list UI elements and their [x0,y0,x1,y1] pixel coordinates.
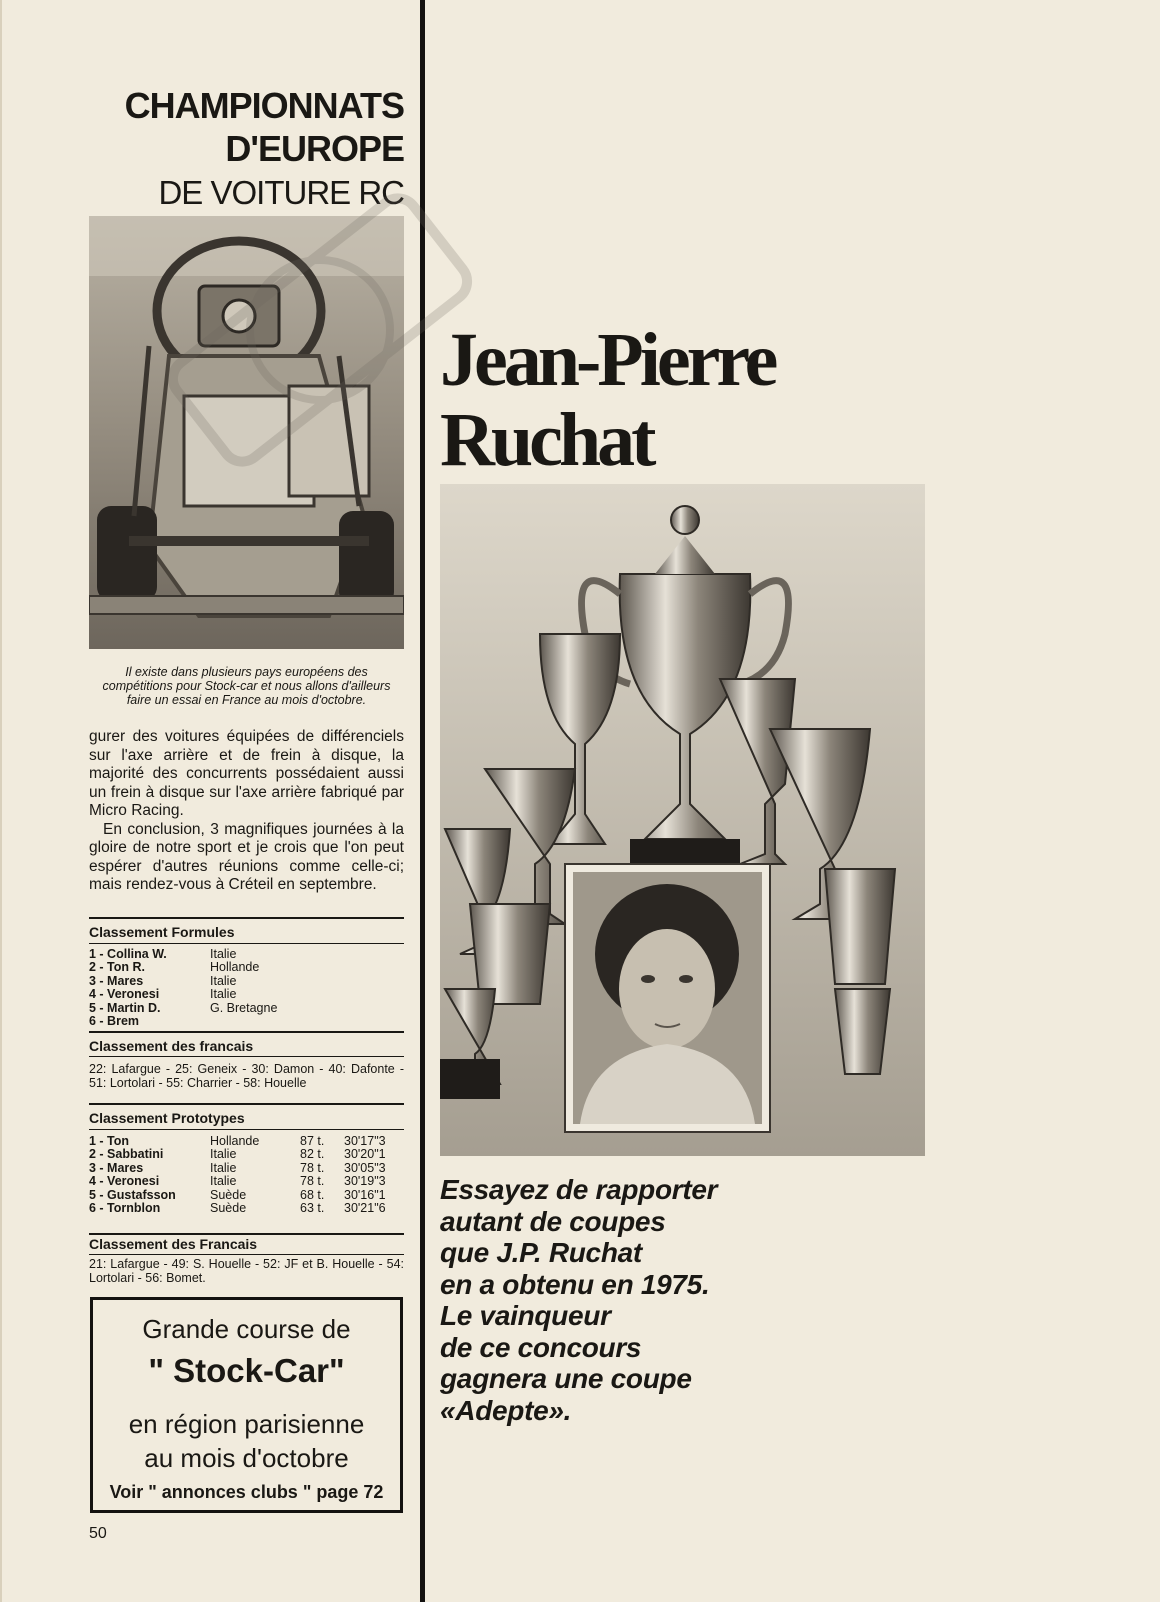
ad-line-5: Voir " annonces clubs " page 72 [109,1482,384,1502]
rank-laps: 87 t. [300,1134,325,1148]
section-rule [89,1254,404,1255]
ad-line-4: au mois d'octobre [144,1443,349,1473]
table-row [89,1135,404,1148]
table-row [89,975,404,988]
classement-francais-2-text: 21: Lafargue - 49: S. Houelle - 52: JF et B. Houelle - 54: Lortolari - 56: Bomet. [89,1257,404,1285]
caption-line: Essayez de rapporter [440,1174,718,1205]
classement-francais-text: 22: Lafargue - 25: Geneix - 30: Damon - 40: Dafonte - 51: Lortolari - 55: Charrier - 58: Houelle [89,1062,404,1090]
section-rule [89,917,404,919]
rank-country: Hollande [210,960,260,975]
section-rule [89,1233,404,1235]
table-row [89,948,404,961]
caption-line: Le vainqueur [440,1300,611,1331]
caption-line: «Adepte». [440,1394,572,1426]
section-rule [89,1129,404,1130]
rank-name: 2 - Sabbatini [89,1147,164,1162]
section-rule [89,1031,404,1033]
rank-laps: 78 t. [300,1160,325,1175]
rank-name: 2 - Ton R. [89,960,146,975]
rank-country: Suède [210,1187,247,1202]
table-row [89,1202,404,1215]
ad-line-3: en région parisienne [128,1409,365,1439]
caption-line: de ce concours [440,1331,642,1363]
rank-country: Suède [210,1200,247,1215]
headline-line-1: CHAMPIONNATS [124,85,404,126]
trophies-photo [440,484,925,1156]
headline-line-3: DE VOITURE RC [158,174,404,211]
table-row [89,988,404,1001]
page-edge [0,0,2,1602]
rank-time: 30'05"3 [344,1160,386,1175]
caption-line: gagnera une coupe [440,1363,692,1394]
article-body [89,728,404,895]
rank-time: 30'16"1 [344,1187,386,1202]
classement-prototypes-title: Classement Prototypes [89,1110,245,1126]
rank-name: 3 - Mares [89,1160,144,1175]
feature-caption [440,1174,860,1426]
section-rule [89,1103,404,1105]
rank-laps: 63 t. [300,1200,325,1215]
table-row [89,1175,404,1188]
column-divider [420,0,425,1602]
table-row [89,1015,404,1028]
section-rule [89,1056,404,1057]
rank-country: Italie [210,973,237,988]
ad-line-1: Grande course de [142,1314,351,1344]
table-row [89,1189,404,1202]
rank-country [210,1015,300,1028]
table-row [89,961,404,974]
rank-name: 6 - Brem [89,1013,140,1028]
feature-title-line-1: Jean-Pierre [440,318,775,402]
rank-time: 30'20"1 [344,1147,386,1162]
rank-name: 5 - Gustafsson [89,1187,176,1202]
rank-name: 5 - Martin D. [89,1000,161,1015]
table-row [89,1002,404,1015]
rank-country: Italie [210,1174,237,1189]
feature-title-line-2: Ruchat [440,398,653,482]
rank-time: 30'21"6 [344,1200,386,1215]
classement-francais-2-title: Classement des Francais [89,1236,258,1252]
classement-formules-title: Classement Formules [89,924,235,940]
rc-car-photo [89,216,404,649]
table-row [89,1148,404,1161]
article-paragraph: En conclusion, 3 magnifiques journées à la gloire de notre sport et je crois que l'on peut espérer d'autres réunions comme celle-ci; mais rendez-vous à Créteil en septembre. [89,820,404,893]
ad-line-2: " Stock-Car" [148,1352,345,1389]
rank-name: 1 - Collina W. [89,947,167,961]
classement-prototypes-table [89,1135,404,1215]
rank-name: 3 - Mares [89,973,144,988]
rank-country: Italie [210,987,237,1002]
rank-country: Hollande [210,1134,260,1148]
rank-name: 4 - Veronesi [89,1174,160,1189]
page-number: 50 [89,1525,107,1542]
article-paragraph: gurer des voitures équipées de différenciels sur l'axe arrière et de frein à disque, la majorité des concurrents possédaient aussi un frein à disque sur l'axe arrière fabriqué par Micro Racing. [89,728,404,819]
rank-name: 4 - Veronesi [89,987,160,1002]
section-rule [89,943,404,944]
stock-car-ad [90,1297,403,1513]
rank-country: Italie [210,1160,237,1175]
rank-time: 30'17"3 [344,1134,386,1148]
headline-line-2: D'EUROPE [225,128,404,169]
rank-laps: 78 t. [300,1174,325,1189]
rank-laps: 68 t. [300,1187,325,1202]
rank-country: G. Bretagne [210,1000,278,1015]
caption-line: en a obtenu en 1975. [440,1268,710,1300]
trophies-illustration [440,484,925,1156]
rank-country: Italie [210,1147,237,1162]
rank-name: 1 - Ton [89,1134,130,1148]
rank-laps: 82 t. [300,1147,325,1162]
photo-caption: Il existe dans plusieurs pays européens des compétitions pour Stock-car et nous allons d'ailleurs faire un essai en France au mois d'octobre. [102,665,391,707]
rank-country: Italie [210,947,237,961]
rc-car-illustration [89,216,404,649]
table-row [89,1162,404,1175]
classement-francais-title: Classement des francais [89,1038,254,1054]
rank-time: 30'19"3 [344,1174,386,1189]
caption-line: que J.P. Ruchat [440,1237,642,1268]
classement-formules-table [89,948,404,1028]
rank-name: 6 - Tornblon [89,1200,161,1215]
caption-line: autant de coupes [440,1205,666,1237]
